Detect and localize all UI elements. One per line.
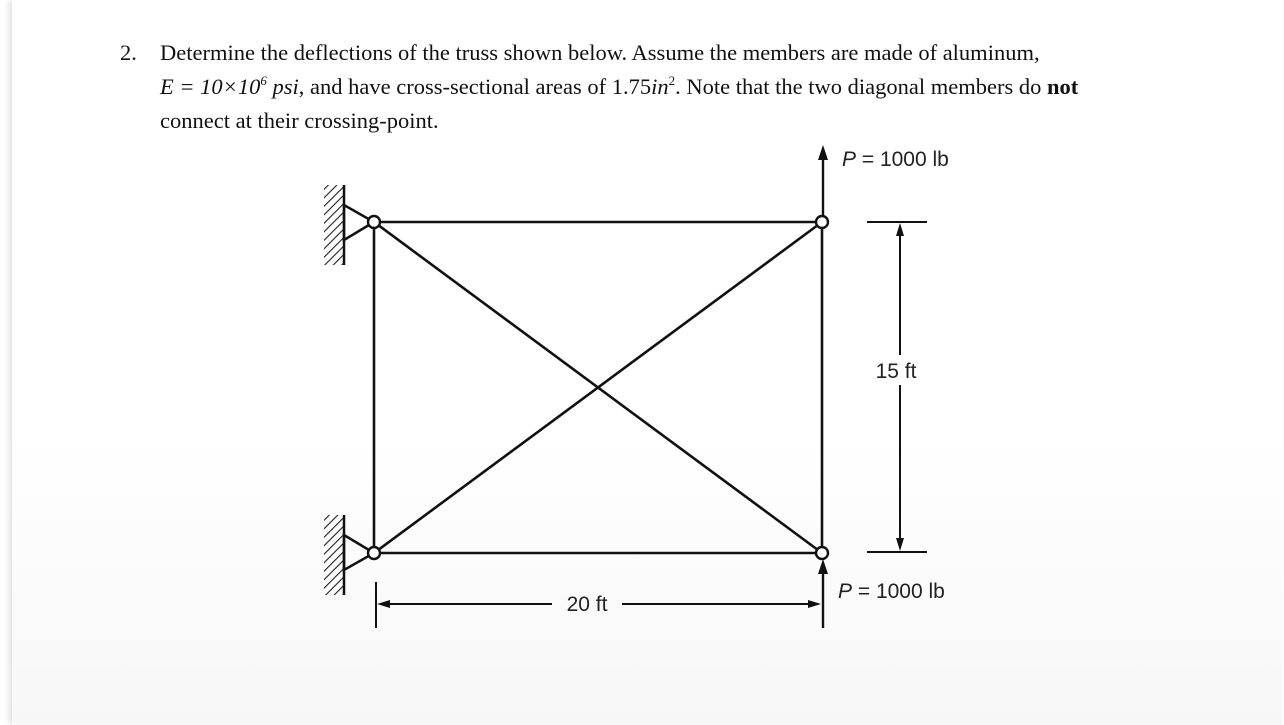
truss-figure	[12, 0, 1282, 725]
problem-line-1: Determine the deflections of the truss shown below. Assume the members are made of aluminum,	[160, 40, 1040, 65]
width-dimension-label: 20 ft	[566, 593, 608, 616]
area-value: $1.75in^2$	[611, 73, 676, 99]
height-dimension-label: 15 ft	[875, 360, 917, 383]
document-page	[12, 0, 1282, 725]
emphasis-not: not	[1046, 74, 1079, 99]
load-arrow-bottom	[818, 559, 828, 628]
problem-number: 2.	[120, 40, 137, 65]
wall-support-bottom	[324, 515, 374, 595]
text-note: . Note that the two diagonal members do	[675, 74, 1047, 99]
load-arrow-top	[818, 145, 828, 216]
height-arrowhead-bottom	[896, 538, 904, 551]
joint-bottom-left	[368, 547, 380, 559]
joint-top-right	[816, 216, 828, 228]
load-label-top: P = 1000 lb	[842, 148, 949, 171]
height-arrowhead-top	[896, 223, 904, 236]
width-arrowhead-right	[808, 600, 821, 608]
joint-bottom-right	[816, 547, 828, 559]
width-arrowhead-left	[377, 600, 390, 608]
truss-members	[374, 222, 822, 553]
load-label-bottom: P = 1000 lb	[838, 580, 945, 603]
text-areas: , and have cross-sectional areas of	[298, 74, 612, 99]
modulus-value: $E = 10\times 10^6$ psi	[160, 73, 299, 99]
height-dimension	[867, 222, 927, 552]
joint-top-left	[368, 216, 380, 228]
problem-line-3: connect at their crossing-point.	[160, 108, 439, 133]
wall-support-top	[324, 185, 374, 265]
